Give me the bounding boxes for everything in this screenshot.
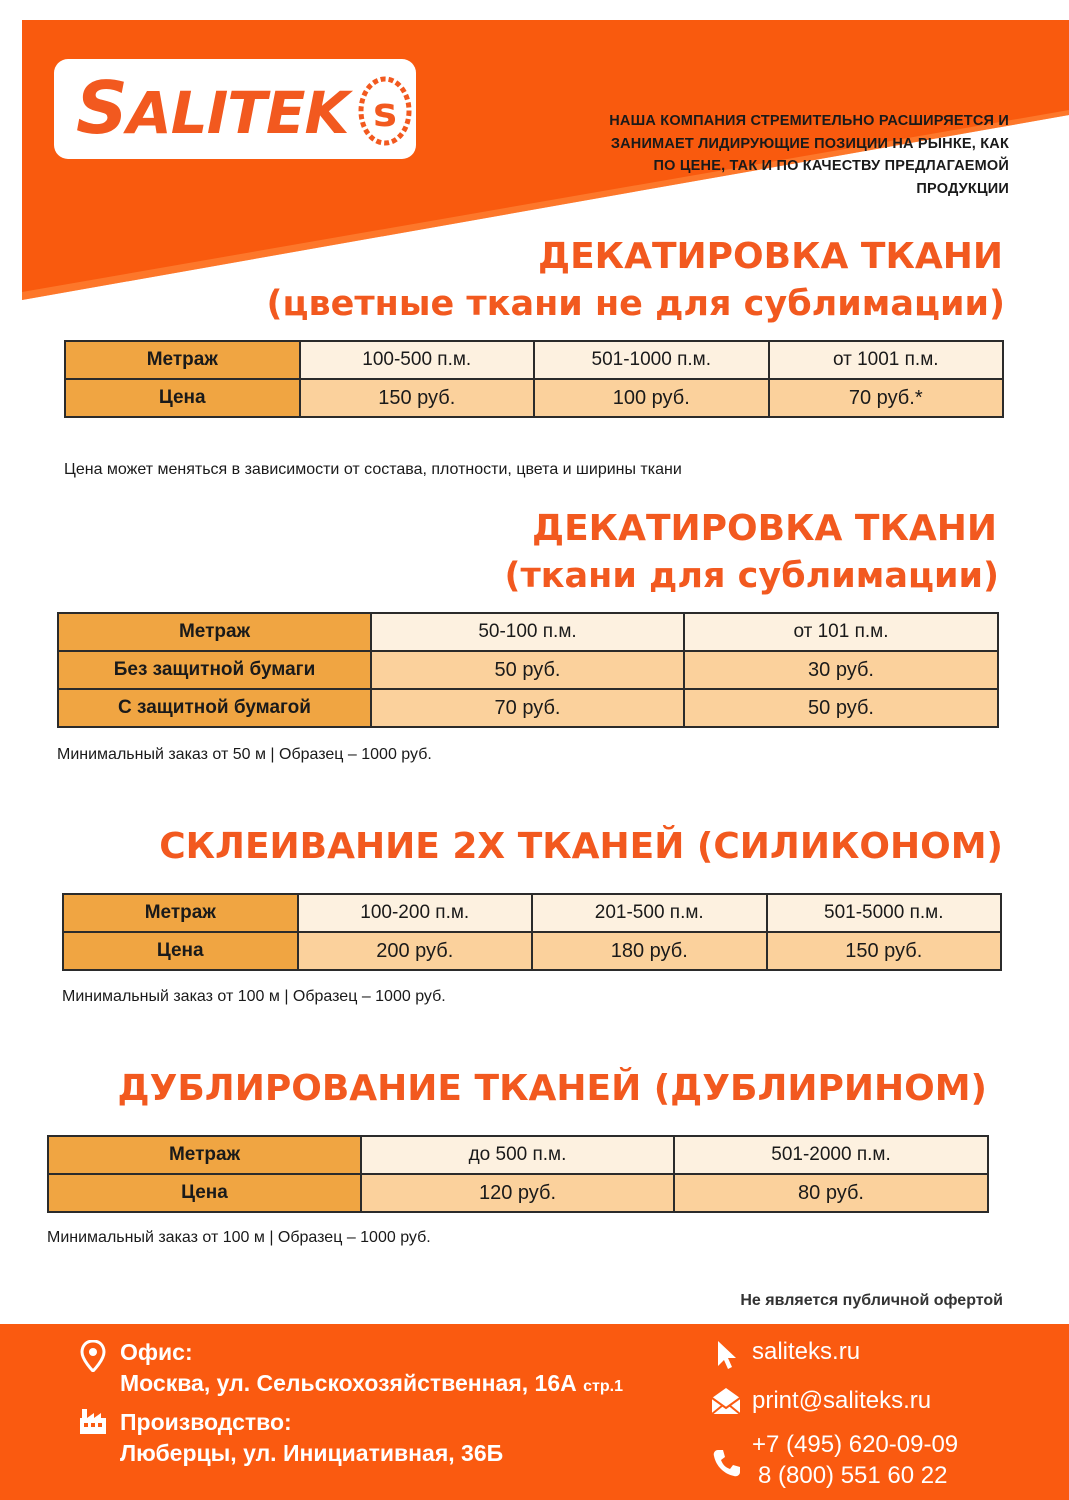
office-label: Офис: xyxy=(120,1339,193,1365)
section-1-note: Цена может меняться в зависимости от состава, плотности, цвета и ширины ткани xyxy=(64,461,682,478)
table-cell: 501-5000 п.м. xyxy=(767,894,1002,932)
row-label: Метраж xyxy=(65,341,300,379)
table-cell: 120 руб. xyxy=(361,1174,674,1212)
section-4-price-table xyxy=(47,1135,989,1213)
production-address: Люберцы, ул. Инициативная, 36Б xyxy=(120,1440,504,1466)
table-row xyxy=(58,651,998,689)
table-cell: до 500 п.м. xyxy=(361,1136,674,1174)
table-cell: 180 руб. xyxy=(532,932,767,970)
table-row xyxy=(58,689,998,727)
section-2-title: ДЕКАТИРОВКА ТКАНИ xyxy=(532,508,997,549)
table-cell: 70 руб. xyxy=(371,689,684,727)
svg-text:s: s xyxy=(373,90,397,136)
row-label: Цена xyxy=(65,379,300,417)
row-label: С защитной бумагой xyxy=(58,689,371,727)
row-label: Метраж xyxy=(63,894,298,932)
website-link[interactable]: saliteks.ru xyxy=(752,1338,861,1365)
table-cell: 100-500 п.м. xyxy=(300,341,535,379)
table-cell: 30 руб. xyxy=(684,651,998,689)
logo xyxy=(54,59,416,159)
row-label: Без защитной бумаги xyxy=(58,651,371,689)
row-label: Цена xyxy=(63,932,298,970)
phone-icon xyxy=(712,1448,742,1478)
table-row xyxy=(58,613,998,651)
office-address xyxy=(120,1370,623,1397)
disclaimer: Не является публичной офертой xyxy=(740,1292,1003,1309)
row-label: Цена xyxy=(48,1174,361,1212)
section-3-title: СКЛЕИВАНИЕ 2Х ТКАНЕЙ (СИЛИКОНОМ) xyxy=(159,826,1003,867)
table-cell: 100-200 п.м. xyxy=(298,894,533,932)
table-cell: 100 руб. xyxy=(534,379,769,417)
section-2-note: Минимальный заказ от 50 м | Образец – 1000 руб. xyxy=(57,746,432,763)
mail-icon xyxy=(711,1387,741,1415)
table-cell: 501-2000 п.м. xyxy=(674,1136,988,1174)
table-row xyxy=(48,1136,988,1174)
table-cell: 150 руб. xyxy=(767,932,1002,970)
table-cell: 200 руб. xyxy=(298,932,533,970)
section-3-note: Минимальный заказ от 100 м | Образец – 1000 руб. xyxy=(62,988,446,1005)
section-3-price-table xyxy=(62,893,1002,971)
table-cell: от 101 п.м. xyxy=(684,613,998,651)
company-tagline: НАША КОМПАНИЯ СТРЕМИТЕЛЬНО РАСШИРЯЕТСЯ И ЗАНИМАЕТ ЛИДИРУЮЩИЕ ПОЗИЦИИ НА РЫНКЕ, КАК ПО ЦЕНЕ, ТАК И ПО КАЧЕСТВУ ПРЕДЛАГАЕМОЙ ПРОДУКЦИИ xyxy=(609,113,1009,197)
table-row xyxy=(63,894,1001,932)
section-1-title: ДЕКАТИРОВКА ТКАНИ xyxy=(538,236,1003,277)
table-cell: 501-1000 п.м. xyxy=(534,341,769,379)
office-address-text: Москва, ул. Сельскохозяйственная, 16А xyxy=(120,1370,577,1396)
factory-icon xyxy=(78,1408,108,1436)
table-row xyxy=(65,379,1003,417)
table-cell: от 1001 п.м. xyxy=(769,341,1004,379)
row-label: Метраж xyxy=(48,1136,361,1174)
table-cell: 70 руб.* xyxy=(769,379,1004,417)
table-cell: 80 руб. xyxy=(674,1174,988,1212)
email-link[interactable]: print@saliteks.ru xyxy=(752,1387,932,1414)
table-cell: 50 руб. xyxy=(371,651,684,689)
logo-ring-icon xyxy=(354,69,416,149)
section-4-note: Минимальный заказ от 100 м | Образец – 1000 руб. xyxy=(47,1229,431,1246)
table-row xyxy=(63,932,1001,970)
row-label: Метраж xyxy=(58,613,371,651)
phone-2[interactable]: 8 (800) 551 60 22 xyxy=(758,1462,948,1489)
section-1-subtitle: (цветные ткани не для сублимации) xyxy=(266,284,1005,324)
location-pin-icon xyxy=(80,1340,106,1372)
table-cell: 150 руб. xyxy=(300,379,535,417)
cursor-icon xyxy=(716,1340,738,1370)
table-row xyxy=(65,341,1003,379)
section-4-title: ДУБЛИРОВАНИЕ ТКАНЕЙ (ДУБЛИРИНОМ) xyxy=(117,1068,987,1109)
footer xyxy=(0,1324,1069,1500)
section-2-price-table xyxy=(57,612,999,728)
phone-1[interactable]: +7 (495) 620-09-09 xyxy=(752,1431,959,1458)
table-row xyxy=(48,1174,988,1212)
logo-text: SALITEK xyxy=(76,66,349,150)
table-cell: 201-500 п.м. xyxy=(532,894,767,932)
section-1-price-table xyxy=(64,340,1004,418)
table-cell: 50 руб. xyxy=(684,689,998,727)
office-address-suffix: стр.1 xyxy=(583,1378,623,1395)
section-2-subtitle: (ткани для сублимации) xyxy=(504,556,999,596)
table-cell: 50-100 п.м. xyxy=(371,613,684,651)
production-label: Производство: xyxy=(120,1409,292,1435)
